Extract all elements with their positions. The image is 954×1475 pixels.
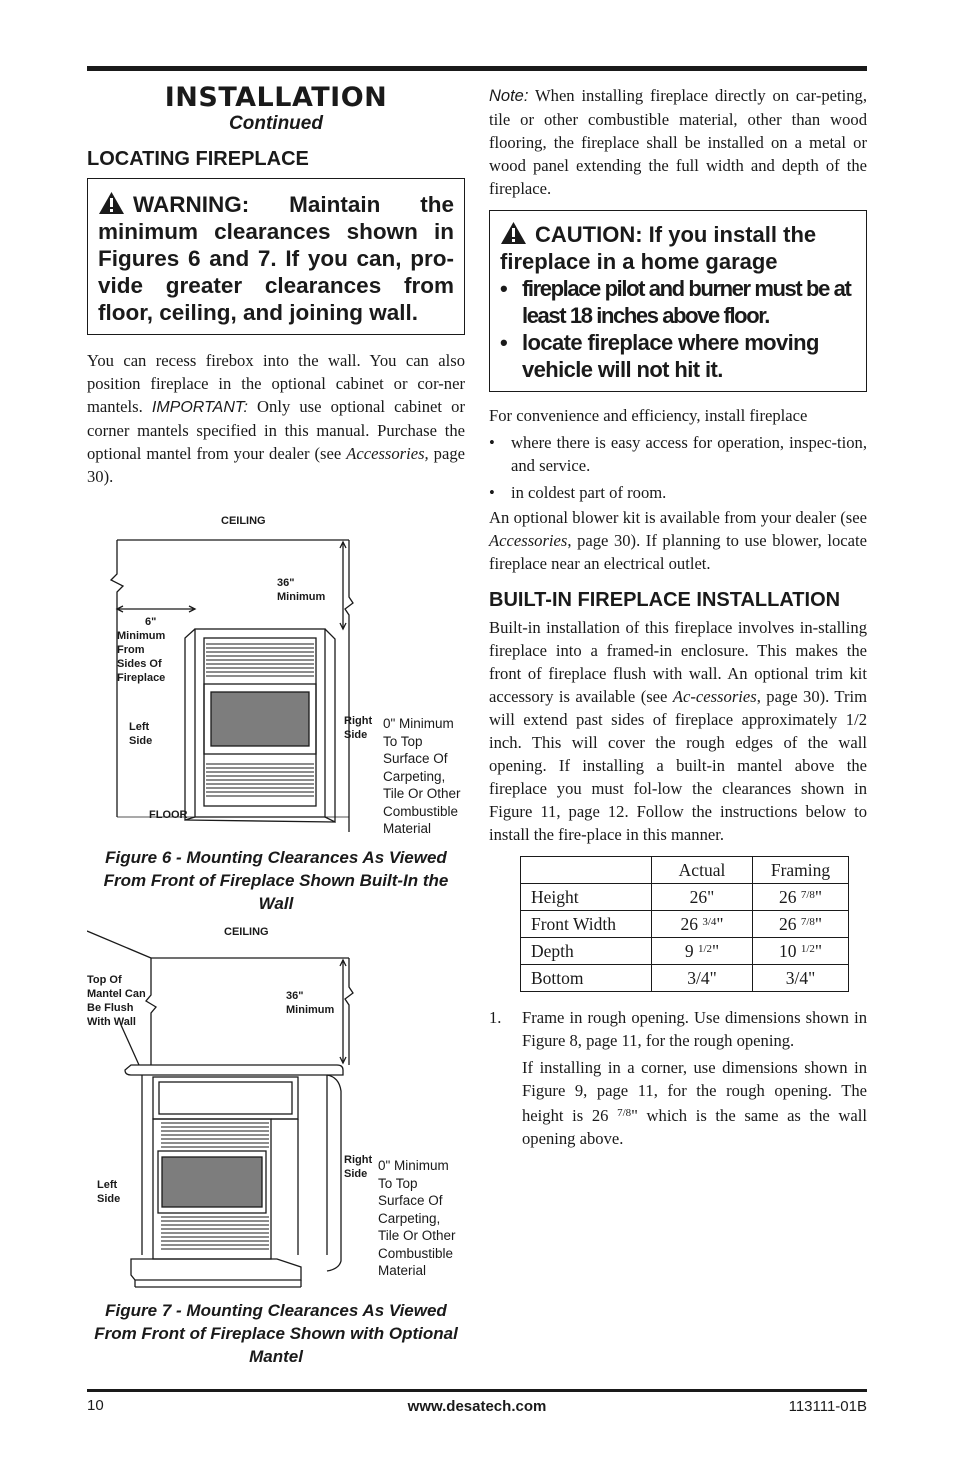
- fig6-six-inch: 6": [145, 616, 157, 628]
- recess-text-1: You can recess firebox into the wall. You can also position fireplace in the optional cabinet or cor-ner mantels.: [87, 351, 465, 416]
- fig7-top-mantel-1: Top Of: [87, 974, 122, 986]
- note-text: When installing fireplace directly on car-peting, tile or other combustible material, other than wood flooring, the fireplace shall be installed on a metal or wood panel extending the full width and depth of the fireplace.: [489, 86, 867, 198]
- step-text-continued: If installing in a corner, use dimensions shown in Figure 9, page 11, for the rough opening. The height is 26 $^{7/8}$" which is the same as the wall opening above.: [522, 1058, 868, 1148]
- warning-triangle-icon: [98, 191, 125, 215]
- fig6-side-note-4: Fireplace: [117, 672, 166, 684]
- value-whole: 26: [680, 913, 698, 934]
- caution-bullet-1: [500, 275, 856, 329]
- table-header-cell: [521, 857, 652, 884]
- table-cell: [753, 884, 849, 911]
- table-cell: Front Width: [521, 911, 652, 938]
- warning-text: WARNING: Maintain the minimum clearances shown in Figures 6 and 7. If you can, pro-vide greater clearances from floor, ceiling, and joining wall.: [98, 192, 454, 325]
- fig7-right-side-2: Side: [344, 1168, 368, 1180]
- blower-paragraph: [489, 506, 867, 575]
- fig7-left-side-1: Left: [97, 1179, 118, 1191]
- right-column: [489, 84, 867, 1150]
- value-fraction: 3/4: [702, 915, 717, 928]
- important-label: IMPORTANT:: [151, 399, 248, 416]
- recess-text-2: Only use optional cabinet or corner mantels specified in this manual. Purchase the optional mantel from your dealer (see: [87, 397, 465, 463]
- caution-bullet-1-text: fireplace pilot and burner must be at least 18 inches above floor.: [522, 276, 851, 328]
- value-whole: 10: [778, 940, 797, 961]
- table-cell: [652, 938, 753, 965]
- fig7-right-side-1: Right: [344, 1154, 373, 1166]
- figure-6: [87, 502, 465, 842]
- section-title-builtin: BUILT-IN FIREPLACE INSTALLATION: [489, 589, 841, 611]
- blower-accessories-ref: Accessories: [489, 531, 568, 550]
- value-fraction: 1/2: [800, 942, 815, 955]
- table-header-cell: Framing: [753, 857, 849, 884]
- fig6-left-side-2: Side: [129, 735, 153, 747]
- caution-triangle-icon: [500, 221, 527, 245]
- fig6-zero-min-7: Material: [383, 821, 432, 836]
- fig6-zero-min-6: Combustible: [383, 803, 459, 819]
- value-unit: ": [814, 886, 823, 907]
- fig6-zero-min-1: 0" Minimum: [383, 716, 454, 731]
- bullet-icon: •: [500, 330, 508, 355]
- table-cell: [753, 911, 849, 938]
- fig7-top-mantel-2: Mantel Can: [87, 988, 146, 1000]
- value-unit: ": [712, 940, 720, 961]
- table-row: [521, 884, 849, 911]
- table-row: [521, 965, 849, 992]
- figure-7-caption: Figure 7 - Mounting Clearances As Viewed From Front of Fireplace Shown with Optional Mantel: [94, 1301, 458, 1366]
- value-fraction: 7/8: [800, 915, 815, 928]
- value-unit: ": [814, 913, 823, 934]
- caution-bullet-2: [500, 329, 856, 383]
- caution-box: [489, 210, 867, 392]
- table-cell: Bottom: [521, 965, 652, 992]
- blower-text-2: , page 30). If planning to use blower, locate fireplace near an electrical outlet.: [489, 531, 867, 573]
- fig7-dim-36: 36": [286, 990, 304, 1002]
- list-item-text: in coldest part of room.: [511, 483, 667, 502]
- value-fraction: 1/2: [697, 942, 713, 955]
- steps-list: [489, 1006, 867, 1150]
- value-whole: 9: [684, 940, 694, 961]
- value-whole: 26: [778, 913, 797, 934]
- bullet-icon: •: [500, 276, 508, 301]
- fig6-ceiling-label: CEILING: [221, 515, 266, 527]
- builtin-text-2: , page 30). Trim will extend past sides of fireplace approximately 1/2 inch. This will cover the rough edges of the wall opening. If installing a built-in mantel above the fireplace you must fol-low the clearances shown in Figure 11, page 12. Follow the instructions below to install the fire-place in this manner.: [489, 687, 868, 844]
- value-fraction: 7/8: [800, 888, 815, 901]
- bullet-icon: •: [489, 433, 495, 452]
- value-unit: ": [814, 940, 823, 961]
- accessories-ref: Accessories,: [346, 444, 429, 463]
- caution-bullet-2-text: locate fireplace where moving vehicle will not hit it.: [522, 330, 819, 382]
- fig6-right-side-1: Right: [344, 715, 373, 727]
- list-item-text: where there is easy access for operation, inspec-tion, and service.: [511, 433, 867, 475]
- figure-7: [87, 925, 465, 1295]
- continued-label: Continued: [229, 113, 323, 134]
- fig7-zero-min-1: 0" Minimum: [378, 1158, 449, 1173]
- fig7-top-mantel-3: Be Flush: [87, 1002, 134, 1014]
- fig6-side-note-1: Minimum: [117, 630, 166, 642]
- table-cell: 3/4": [753, 965, 849, 992]
- fig6-zero-min-3: Surface Of: [383, 751, 448, 766]
- fig7-zero-min-3: Surface Of: [378, 1193, 443, 1208]
- value-fraction: 7/8: [617, 1107, 632, 1119]
- fig7-top-mantel-4: With Wall: [87, 1016, 136, 1028]
- table-cell: Depth: [521, 938, 652, 965]
- builtin-paragraph: [489, 616, 867, 846]
- fig6-side-note-3: Sides Of: [117, 658, 162, 670]
- builtin-text-1: Built-in installation of this fireplace involves in-stalling fireplace into a framed-in enclosure. This makes the front of fireplace flush with wall. An optional trim kit accessory is available (see: [489, 618, 867, 706]
- recess-paragraph: [87, 349, 465, 488]
- caution-line-1: CAUTION: If you install the: [535, 222, 817, 247]
- fig7-zero-min-4: Carpeting,: [378, 1210, 441, 1226]
- fig6-zero-min-4: Carpeting,: [383, 768, 446, 784]
- value-unit: ": [716, 913, 724, 934]
- figure-6-caption: Figure 6 - Mounting Clearances As Viewed From Front of Fireplace Shown Built-In the Wall: [103, 848, 449, 913]
- fig7-zero-min-5: Tile Or Other: [378, 1228, 456, 1243]
- value-whole: 26: [778, 886, 797, 907]
- table-cell: 3/4": [652, 965, 753, 992]
- list-item: [489, 1056, 867, 1150]
- table-cell: [753, 938, 849, 965]
- fig6-zero-min-5: Tile Or Other: [383, 786, 461, 801]
- fig7-dim-minimum: Minimum: [286, 1004, 335, 1016]
- step-number: 1.: [489, 1008, 502, 1027]
- recess-text-3: page 30).: [87, 444, 465, 486]
- fig7-left-side-2: Side: [97, 1193, 121, 1205]
- builtin-accessories-ref: Ac-cessories: [672, 687, 757, 706]
- caution-line-2: fireplace in a home garage: [500, 249, 778, 274]
- top-rule: [87, 66, 867, 71]
- fig6-left-side-1: Left: [129, 721, 150, 733]
- fig6-side-note-2: From: [117, 644, 145, 656]
- fig7-ceiling-label: CEILING: [224, 926, 269, 938]
- table-row: [521, 911, 849, 938]
- table-header-row: [521, 857, 849, 884]
- table-cell: [652, 911, 753, 938]
- fig7-zero-min-2: To Top: [378, 1175, 418, 1191]
- bullet-icon: •: [489, 483, 495, 502]
- fig6-dim-36: 36": [277, 577, 295, 589]
- document-code: 113111-01B: [788, 1398, 867, 1415]
- fig6-dim-minimum: Minimum: [277, 591, 326, 603]
- table-cell: Height: [521, 884, 652, 911]
- table-row: [521, 938, 849, 965]
- bottom-rule: [87, 1389, 867, 1392]
- step-text: Frame in rough opening. Use dimensions shown in Figure 8, page 11, for the rough opening.: [522, 1008, 867, 1050]
- fig7-zero-min-6: Combustible: [378, 1245, 454, 1261]
- convenience-list: [489, 431, 867, 504]
- fig7-zero-min-7: Material: [378, 1263, 427, 1278]
- convenience-text: For convenience and efficiency, install fireplace: [489, 406, 808, 425]
- fig6-floor-label: FLOOR: [149, 809, 188, 821]
- dimensions-table: [520, 856, 849, 992]
- warning-box: [87, 178, 465, 335]
- website-link[interactable]: www.desatech.com: [407, 1398, 547, 1415]
- note-label: Note:: [489, 87, 529, 105]
- left-column: [87, 80, 465, 1368]
- table-header-cell: Actual: [652, 857, 753, 884]
- page-title: INSTALLATION: [164, 82, 388, 113]
- page-number: 10: [87, 1397, 104, 1414]
- blower-text-1: An optional blower kit is available from your dealer (see: [489, 508, 867, 527]
- fig6-right-side-2: Side: [344, 729, 368, 741]
- table-cell: 26": [652, 884, 753, 911]
- list-item: [489, 1006, 867, 1052]
- fig6-zero-min-2: To Top: [383, 733, 423, 749]
- list-item: [489, 431, 867, 477]
- list-item: [489, 481, 867, 504]
- note-paragraph: [489, 84, 867, 200]
- section-title-locating: LOCATING FIREPLACE: [87, 148, 309, 170]
